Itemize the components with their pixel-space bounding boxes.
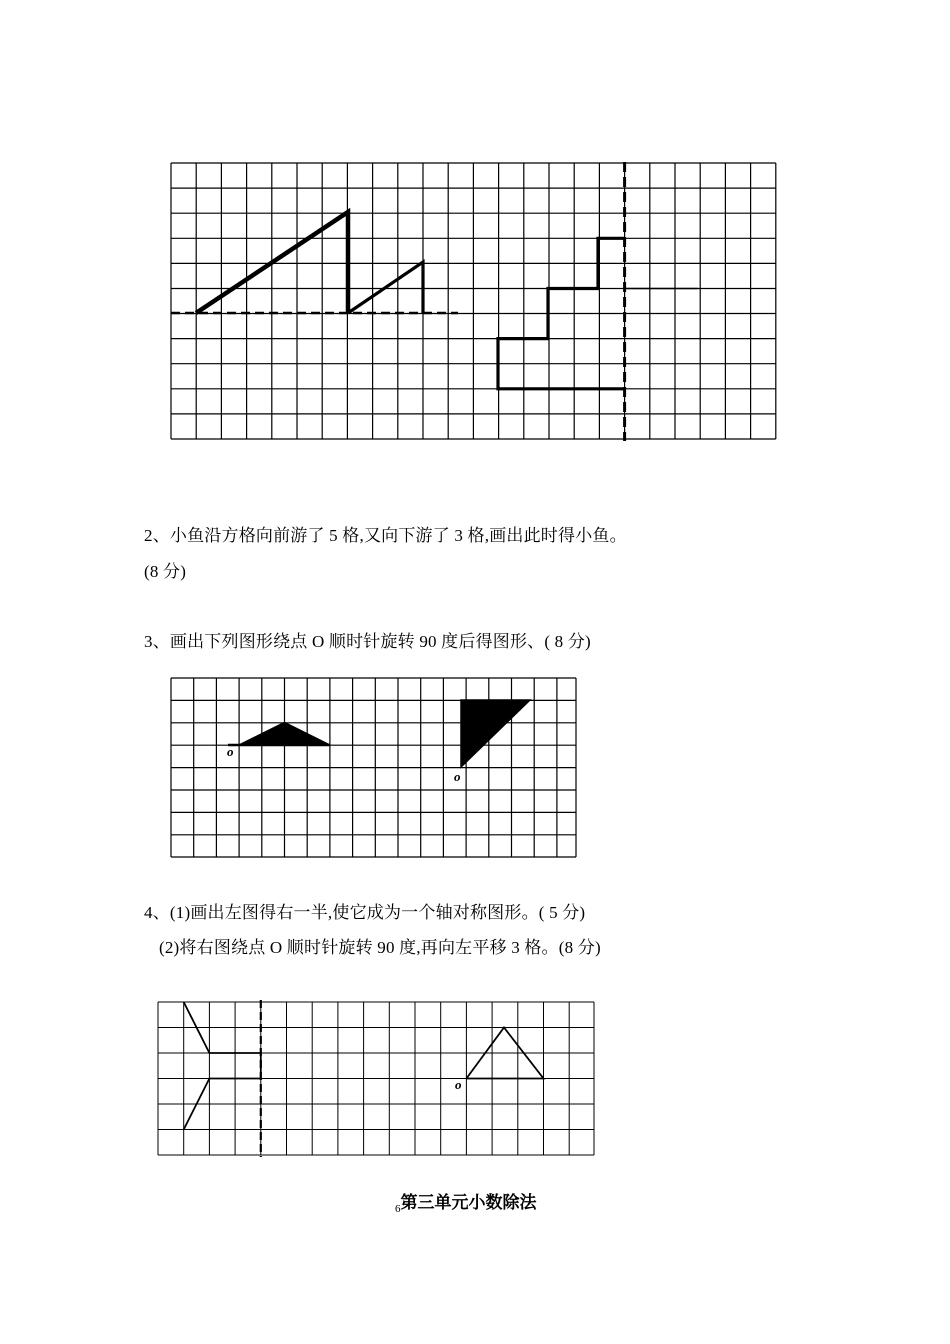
left-half-figure	[184, 1002, 261, 1130]
left-small-triangle	[239, 723, 330, 746]
question-3-text: 3、画出下列图形绕点 O 顺时针旋转 90 度后得图形、( 8 分)	[144, 632, 591, 651]
question-2-text: 2、小鱼沿方格向前游了 5 格,又向下游了 3 格,画出此时得小鱼。	[144, 526, 627, 545]
grid-figure-symmetry	[155, 1000, 597, 1158]
right-black-triangle	[461, 700, 530, 767]
page-number: 6	[395, 1203, 401, 1215]
point-o-label-left: o	[227, 744, 234, 759]
question-4-part-2: (2)将右图绕点 O 顺时针旋转 90 度,再向左平移 3 格。(8 分)	[159, 938, 601, 957]
point-o-label-right: o	[454, 769, 461, 784]
grid-lines	[171, 163, 776, 439]
question-2-score: (8 分)	[144, 562, 187, 581]
question-4-part-1: 4、(1)画出左图得右一半,使它成为一个轴对称图形。( 5 分)	[144, 903, 586, 922]
section-title-text: 第三单元小数除法	[400, 1193, 537, 1212]
grid-figure-triangles-staircase	[168, 160, 780, 444]
grid-figure-rotation	[168, 675, 580, 861]
small-triangle	[348, 262, 423, 313]
point-o-label-fig3: o	[455, 1077, 462, 1092]
section-title	[395, 1188, 537, 1213]
